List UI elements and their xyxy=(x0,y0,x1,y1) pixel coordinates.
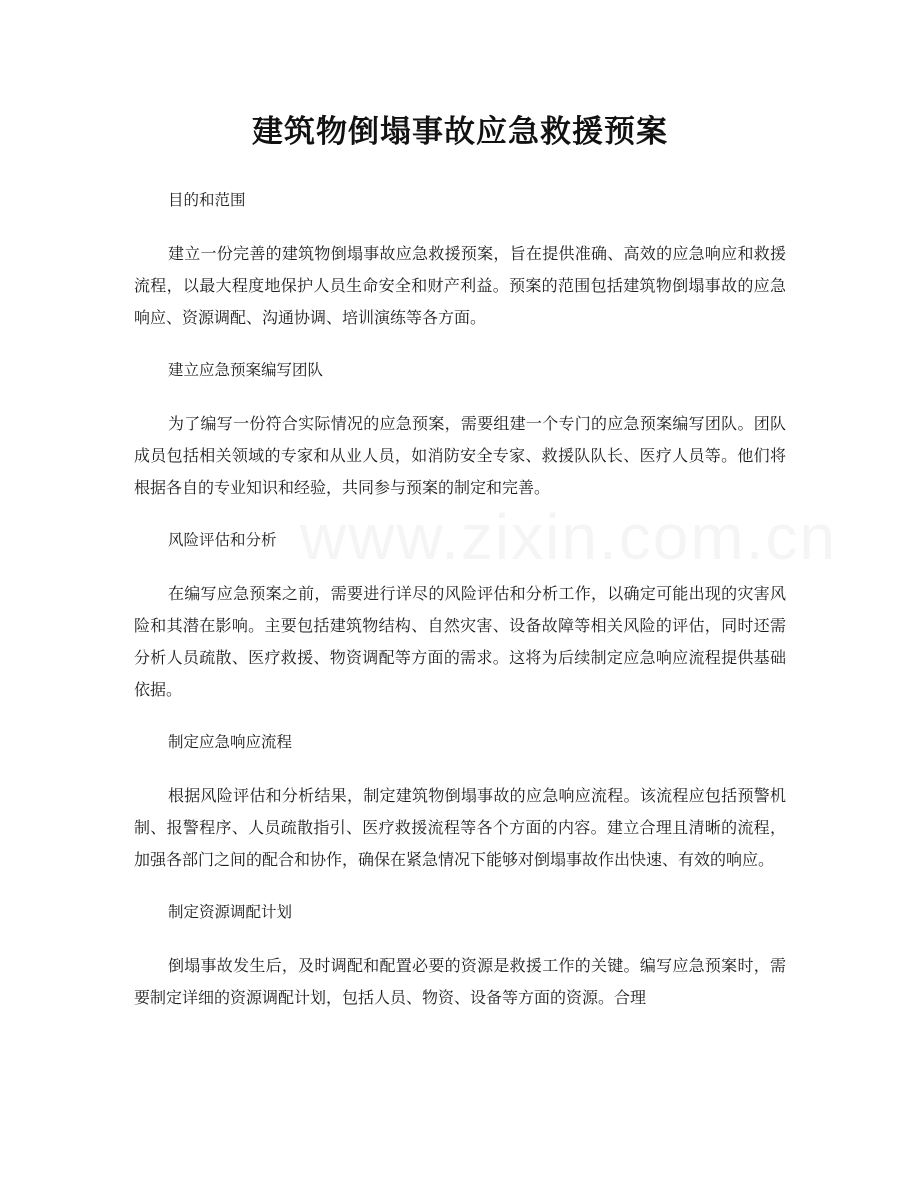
section-heading: 目的和范围 xyxy=(168,191,246,209)
section-heading: 建立应急预案编写团队 xyxy=(168,361,324,379)
section-body: 建立一份完善的建筑物倒塌事故应急救援预案，旨在提供准确、高效的应急响应和救援流程，以最大程度地保护人员生命安全和财产利益。预案的范围包括建筑物倒塌事故的应急响应、资源调配、沟通协调、培训演练等各方面。 xyxy=(134,244,786,327)
document-title: 建筑物倒塌事故应急救援预案 xyxy=(252,114,668,150)
section-body: 在编写应急预案之前，需要进行详尽的风险评估和分析工作，以确定可能出现的灾害风险和其潜在影响。主要包括建筑物结构、自然灾害、设备故障等相关风险的评估，同时还需分析人员疏散、医疗救援、物资调配等方面的需求。这将为后续制定应急响应流程提供基础依据。 xyxy=(134,584,786,699)
section-body: 倒塌事故发生后，及时调配和配置必要的资源是救援工作的关键。编写应急预案时，需要制定详细的资源调配计划，包括人员、物资、设备等方面的资源。合理 xyxy=(134,956,786,1007)
section-heading: 制定应急响应流程 xyxy=(168,733,293,751)
document-content xyxy=(134,184,786,1014)
section-body: 为了编写一份符合实际情况的应急预案，需要组建一个专门的应急预案编写团队。团队成员包括相关领域的专家和从业人员，如消防安全专家、救援队队长、医疗人员等。他们将根据各自的专业知识和经验，共同参与预案的制定和完善。 xyxy=(134,414,786,497)
section-heading: 风险评估和分析 xyxy=(168,531,277,549)
watermark: www.zixin.com.cn xyxy=(300,501,837,573)
section-body: 根据风险评估和分析结果，制定建筑物倒塌事故的应急响应流程。该流程应包括预警机制、报警程序、人员疏散指引、医疗救援流程等各个方面的内容。建立合理且清晰的流程，加强各部门之间的配合和协作，确保在紧急情况下能够对倒塌事故作出快速、有效的响应。 xyxy=(134,786,786,869)
section-heading: 制定资源调配计划 xyxy=(168,903,293,921)
